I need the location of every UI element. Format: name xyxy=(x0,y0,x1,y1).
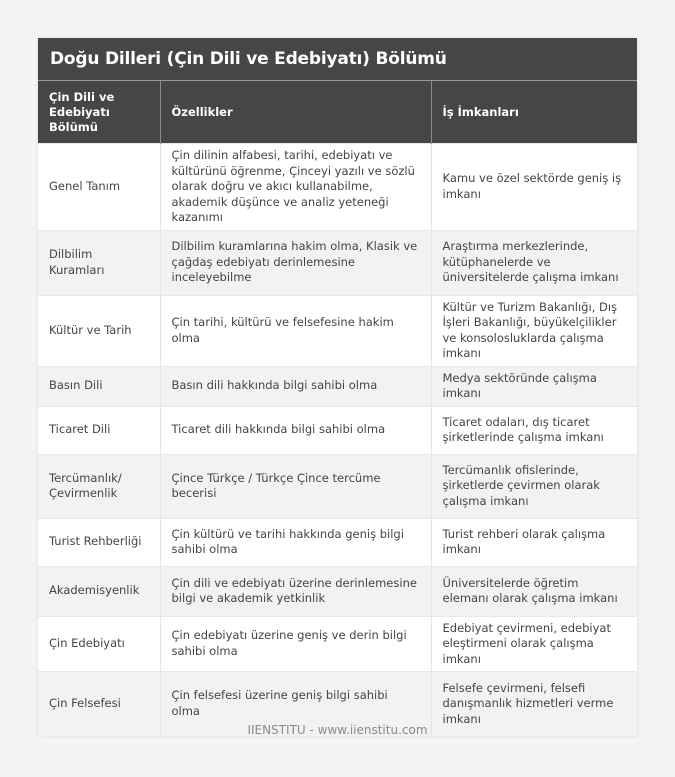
cell-features: Çin tarihi, kültürü ve felsefesine hakim olma xyxy=(160,295,431,366)
cell-jobs: Medya sektöründe çalışma imkanı xyxy=(431,366,637,406)
cell-features: Çin dili ve edebiyatı üzerine derinlemesine bilgi ve akademik yetkinlik xyxy=(160,566,431,616)
table-row xyxy=(38,616,637,672)
cell-features: Çin edebiyatı üzerine geniş ve derin bilgi sahibi olma xyxy=(160,616,431,672)
cell-features: Basın dili hakkında bilgi sahibi olma xyxy=(160,366,431,406)
cell-jobs: Kültür ve Turizm Bakanlığı, Dış İşleri Bakanlığı, büyükelçilikler ve konsolosluklarda çalışma imkanı xyxy=(431,295,637,366)
cell-topic: Basın Dili xyxy=(38,366,160,406)
comparison-table xyxy=(38,81,637,736)
cell-jobs: Kamu ve özel sektörde geniş iş imkanı xyxy=(431,144,637,231)
table-row xyxy=(38,518,637,566)
cell-topic: Kültür ve Tarih xyxy=(38,295,160,366)
cell-topic: Ticaret Dili xyxy=(38,406,160,454)
header-features: Özellikler xyxy=(160,81,431,144)
cell-jobs: Turist rehberi olarak çalışma imkanı xyxy=(431,518,637,566)
table-row xyxy=(38,144,637,231)
cell-topic: Akademisyenlik xyxy=(38,566,160,616)
cell-jobs: Felsefe çevirmeni, felsefi danışmanlık hizmetleri verme imkanı xyxy=(431,672,637,736)
table-body xyxy=(38,144,637,736)
header-jobs: İş İmkanları xyxy=(431,81,637,144)
comparison-table-card xyxy=(38,38,637,736)
cell-topic: Turist Rehberliği xyxy=(38,518,160,566)
cell-topic: Dilbilim Kuramları xyxy=(38,230,160,295)
table-title: Doğu Dilleri (Çin Dili ve Edebiyatı) Bölümü xyxy=(38,38,637,81)
cell-jobs: Araştırma merkezlerinde, kütüphanelerde ve üniversitelerde çalışma imkanı xyxy=(431,230,637,295)
cell-features: Çin kültürü ve tarihi hakkında geniş bilgi sahibi olma xyxy=(160,518,431,566)
footer-credit: IIENSTITU - www.iienstitu.com xyxy=(247,723,428,737)
cell-topic: Çin Edebiyatı xyxy=(38,616,160,672)
table-row xyxy=(38,454,637,518)
cell-features: Çin dilinin alfabesi, tarihi, edebiyatı ve kültürünü öğrenme, Çinceyi yazılı ve sözlü olarak doğru ve akıcı kullanabilme, akademik düşünce ve analiz yeteneği kazanımı xyxy=(160,144,431,231)
cell-features: Çin felsefesi üzerine geniş bilgi sahibi olma xyxy=(160,672,431,736)
header-department: Çin Dili ve Edebiyatı Bölümü xyxy=(38,81,160,144)
table-row xyxy=(38,295,637,366)
cell-topic: Tercümanlık/ Çevirmenlik xyxy=(38,454,160,518)
table-row xyxy=(38,230,637,295)
table-header-row xyxy=(38,81,637,144)
cell-jobs: Ticaret odaları, dış ticaret şirketlerinde çalışma imkanı xyxy=(431,406,637,454)
cell-features: Ticaret dili hakkında bilgi sahibi olma xyxy=(160,406,431,454)
cell-features: Dilbilim kuramlarına hakim olma, Klasik ve çağdaş edebiyatı derinlemesine inceleyebilme xyxy=(160,230,431,295)
cell-jobs: Tercümanlık ofislerinde, şirketlerde çevirmen olarak çalışma imkanı xyxy=(431,454,637,518)
table-row xyxy=(38,566,637,616)
cell-topic: Çin Felsefesi xyxy=(38,672,160,736)
cell-features: Çince Türkçe / Türkçe Çince tercüme becerisi xyxy=(160,454,431,518)
table-row xyxy=(38,366,637,406)
cell-jobs: Üniversitelerde öğretim elemanı olarak çalışma imkanı xyxy=(431,566,637,616)
cell-jobs: Edebiyat çevirmeni, edebiyat eleştirmeni olarak çalışma imkanı xyxy=(431,616,637,672)
cell-topic: Genel Tanım xyxy=(38,144,160,231)
table-row xyxy=(38,406,637,454)
